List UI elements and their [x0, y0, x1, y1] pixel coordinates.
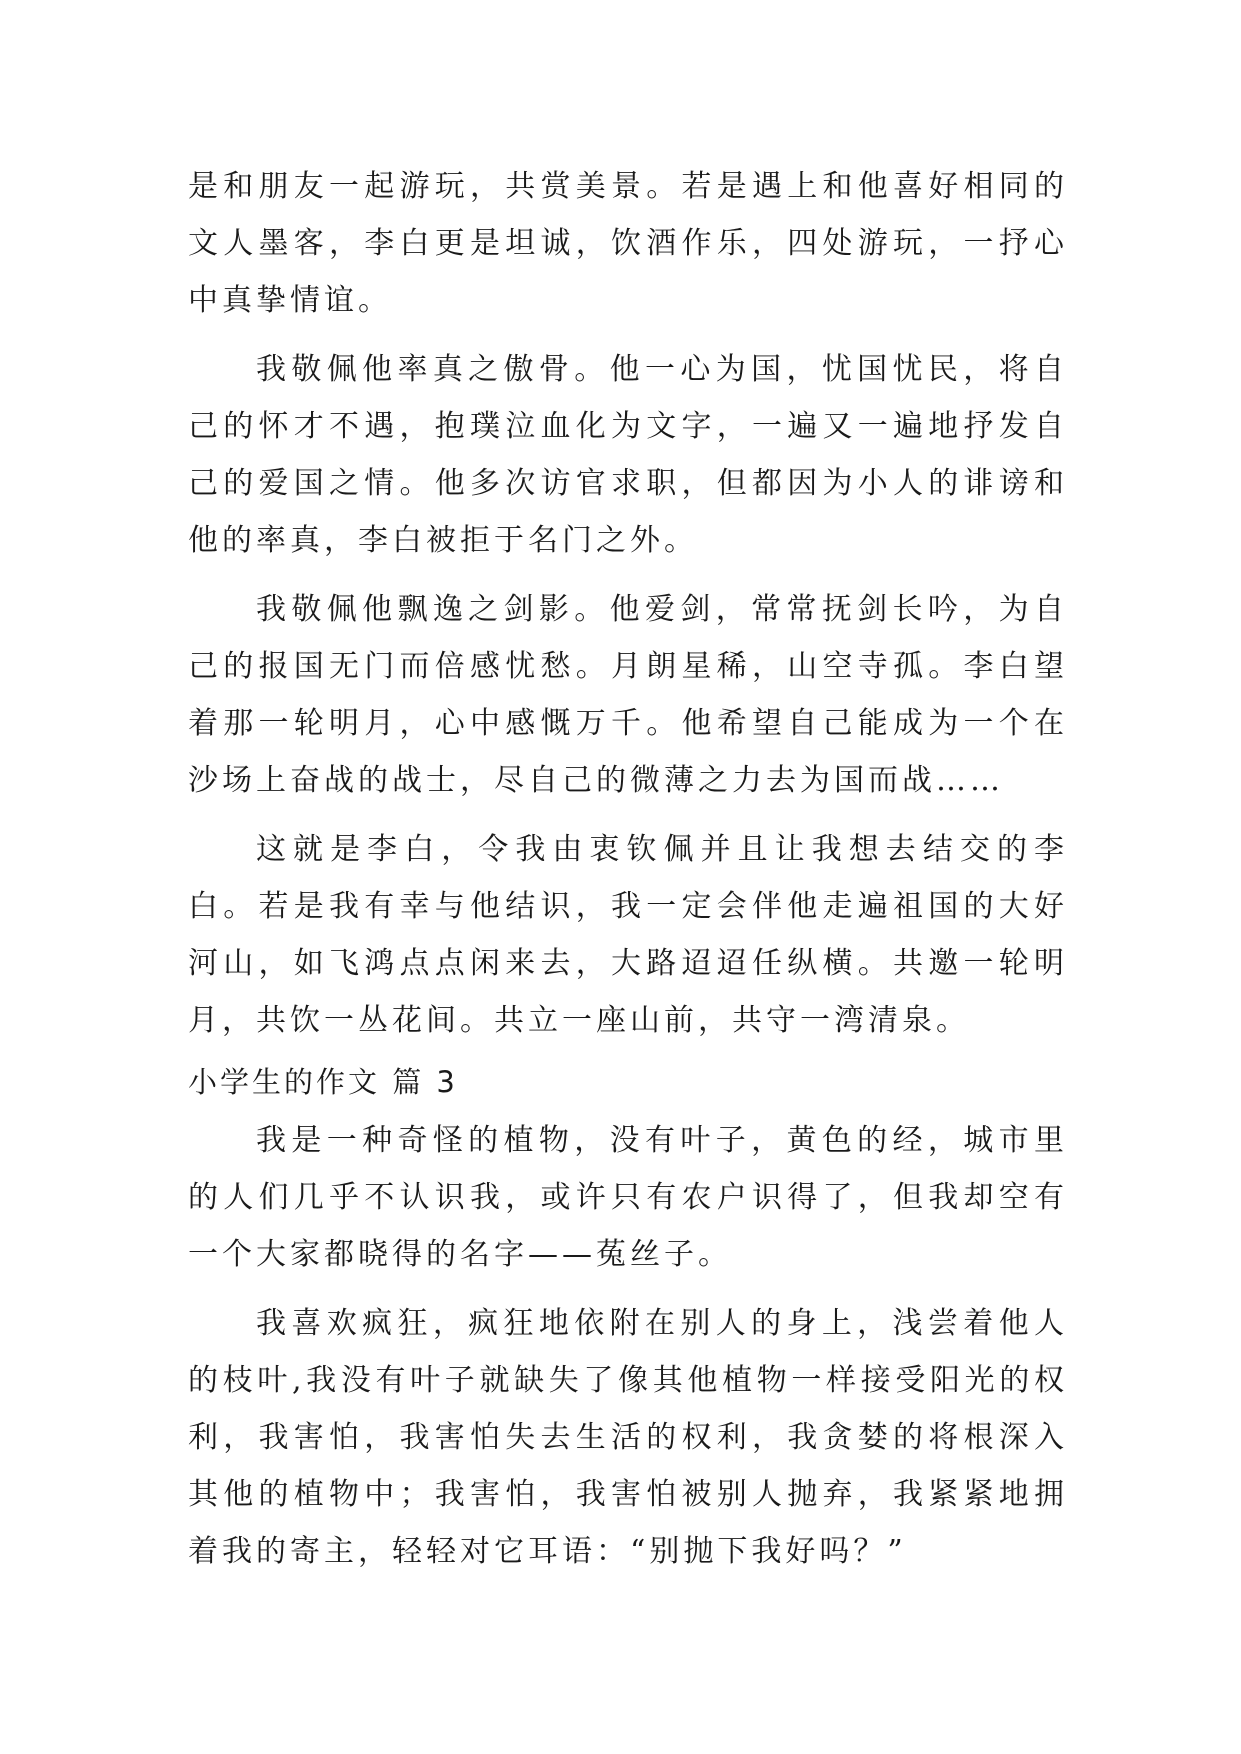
paragraph-3: 我敬佩他飘逸之剑影。他爱剑，常常抚剑长吟，为自己的报国无门而倍感忧愁。月朗星稀，山空寺孤。李白望着那一轮明月，心中感慨万千。他希望自己能成为一个在沙场上奋战的战士，尽自己的微薄之力去为国而战…… — [188, 592, 1068, 798]
document-body — [188, 158, 1068, 1592]
paragraph-5: 我是一种奇怪的植物，没有叶子，黄色的经，城市里的人们几乎不认识我，或许只有农户识得了，但我却空有一个大家都晓得的名字——菟丝子。 — [188, 1123, 1068, 1272]
section-heading: 小学生的作文 篇 3 — [188, 1065, 458, 1099]
paragraph-1: 是和朋友一起游玩，共赏美景。若是遇上和他喜好相同的文人墨客，李白更是坦诚，饮酒作乐，四处游玩，一抒心中真挚情谊。 — [188, 169, 1068, 318]
paragraph-4: 这就是李白，令我由衷钦佩并且让我想去结交的李白。若是我有幸与他结识，我一定会伴他走遍祖国的大好河山，如飞鸿点点闲来去，大路迢迢任纵横。共邀一轮明月，共饮一丛花间。共立一座山前，共守一湾清泉。 — [188, 832, 1068, 1038]
paragraph-6: 我喜欢疯狂，疯狂地依附在别人的身上，浅尝着他人的枝叶,我没有叶子就缺失了像其他植物一样接受阳光的权利，我害怕，我害怕失去生活的权利，我贪婪的将根深入其他的植物中；我害怕，我害怕被别人抛弃，我紧紧地拥着我的寄主，轻轻对它耳语：“别抛下我好吗？” — [188, 1306, 1068, 1569]
paragraph-2: 我敬佩他率真之傲骨。他一心为国，忧国忧民，将自己的怀才不遇，抱璞泣血化为文字，一遍又一遍地抒发自己的爱国之情。他多次访官求职，但都因为小人的诽谤和他的率真，李白被拒于名门之外。 — [188, 352, 1068, 558]
